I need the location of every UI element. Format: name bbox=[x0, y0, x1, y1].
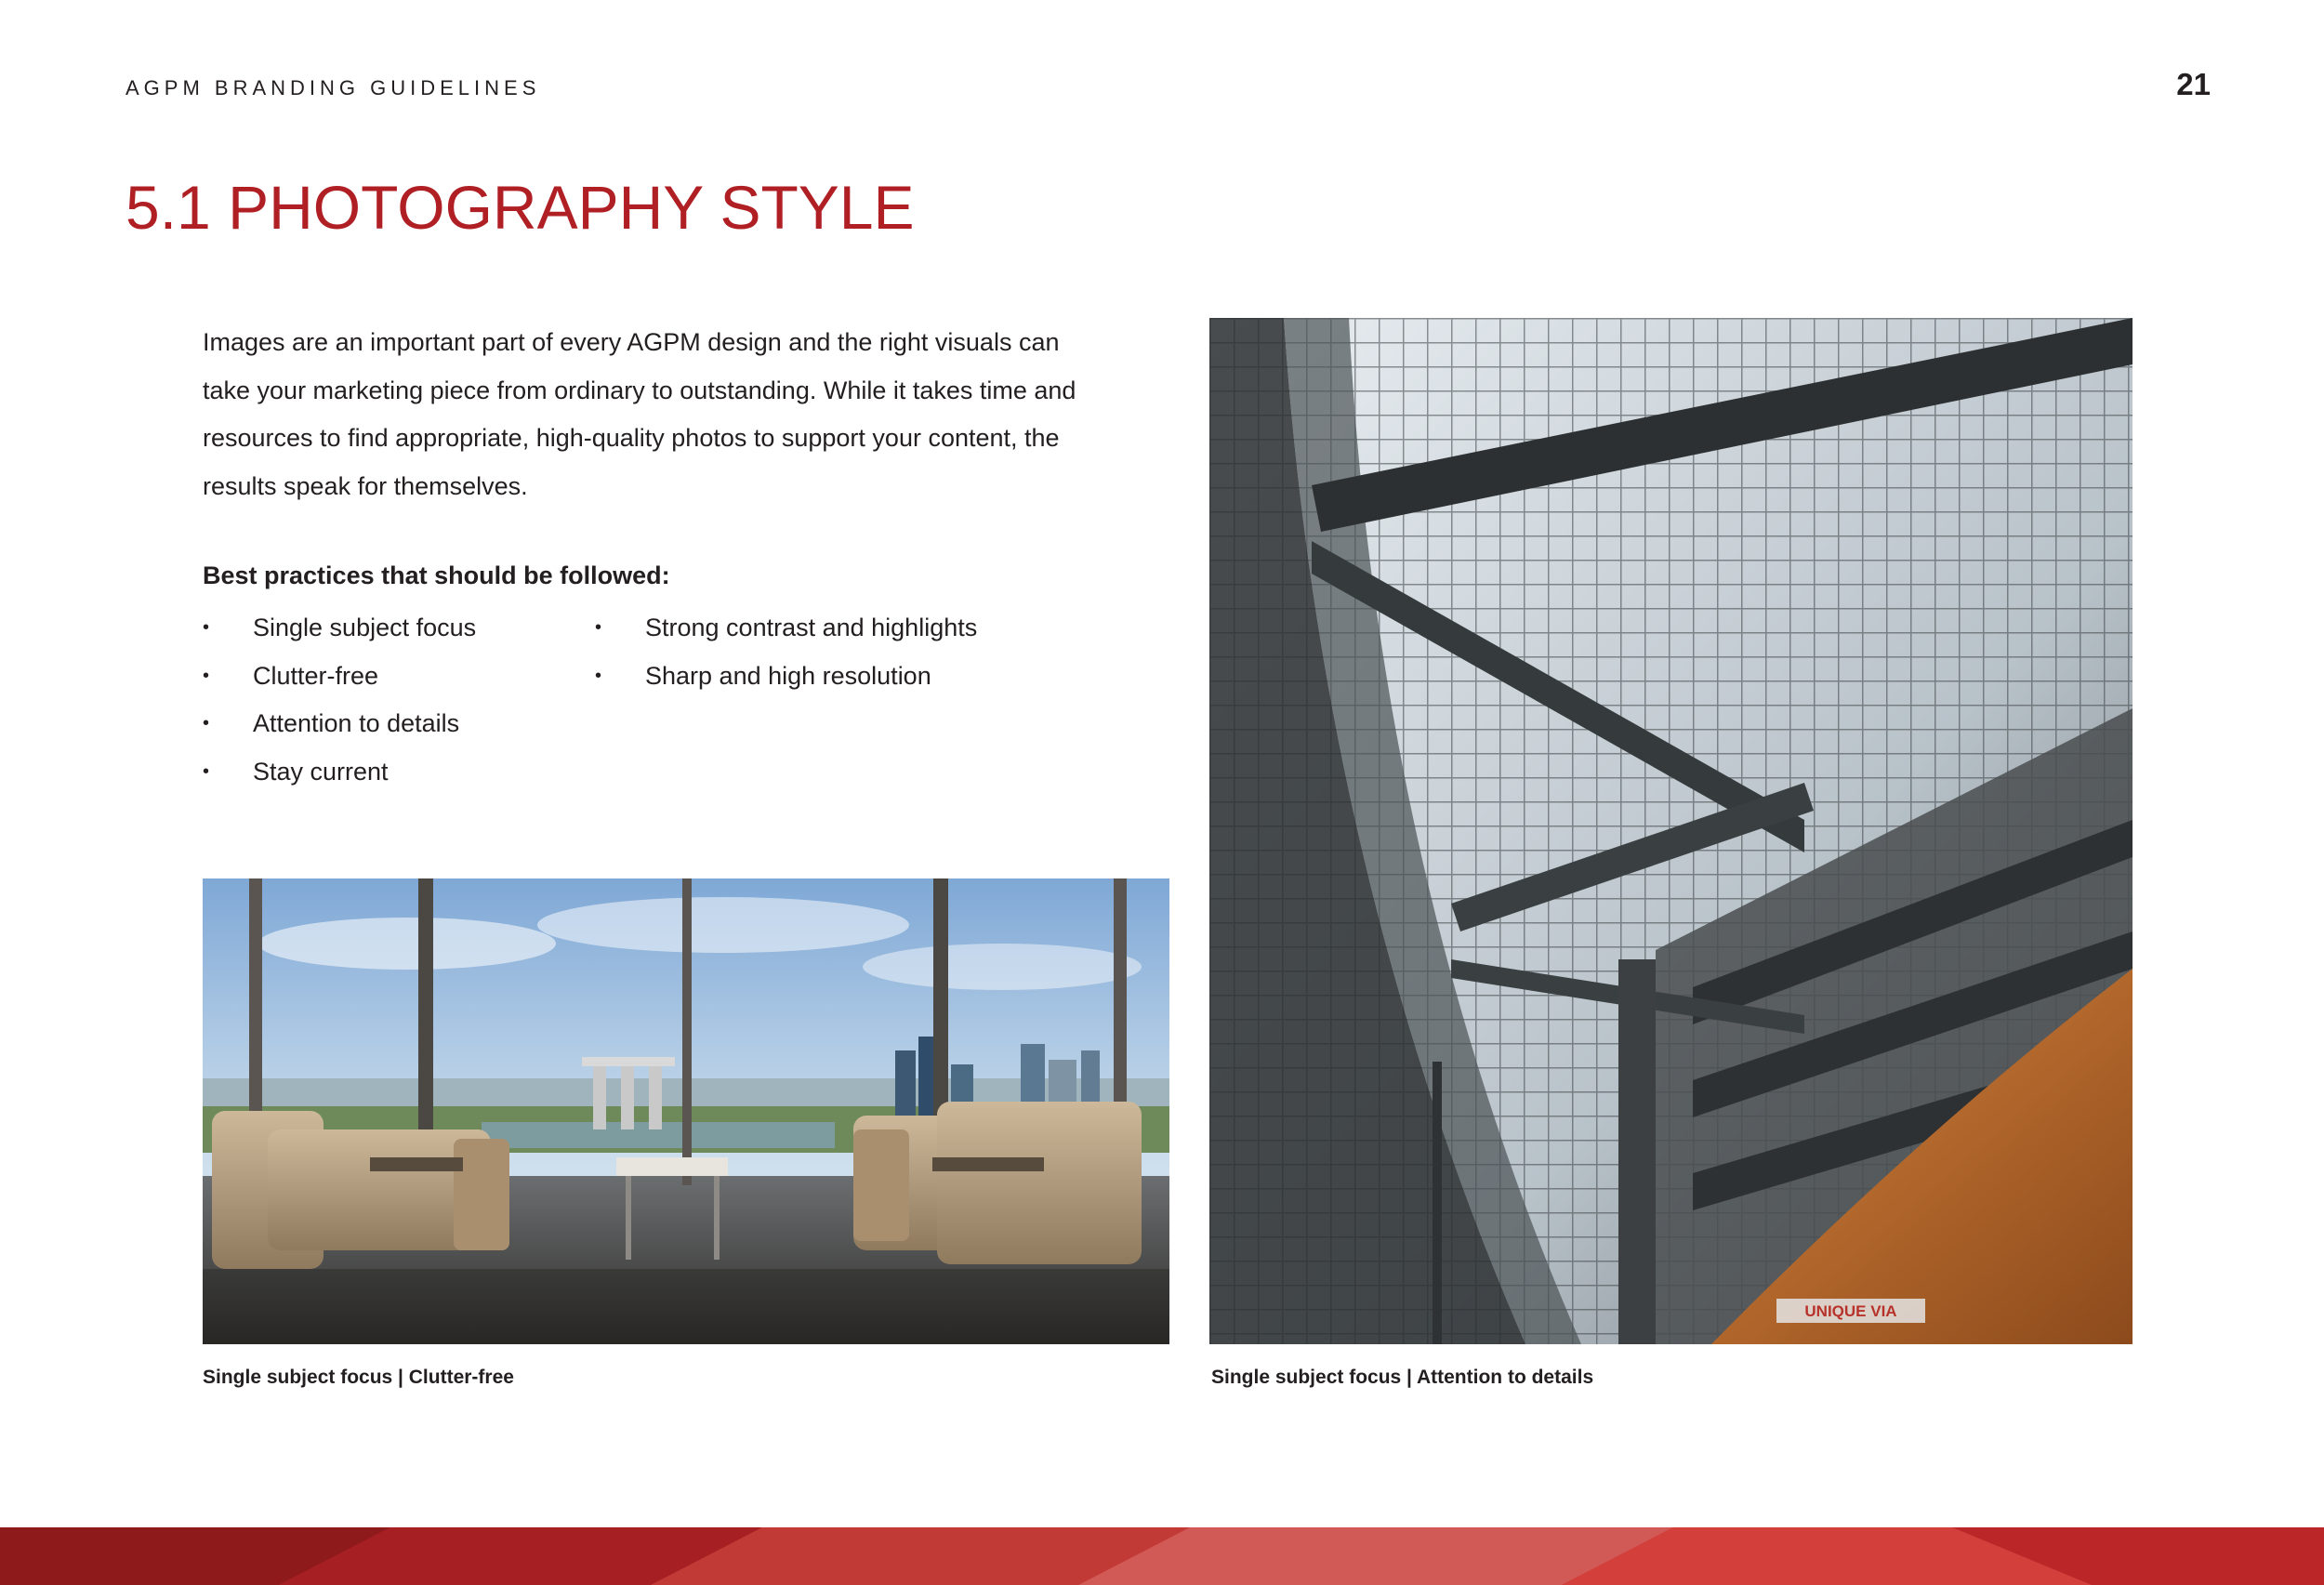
lounge-photo bbox=[203, 878, 1169, 1344]
list-item: • Stay current bbox=[203, 748, 556, 797]
footer-decorative-band bbox=[0, 1527, 2324, 1585]
best-practices-list-right bbox=[595, 604, 1060, 700]
atrium-photo bbox=[1209, 318, 2133, 1344]
list-item: • Single subject focus bbox=[203, 604, 556, 653]
list-item: • Clutter-free bbox=[203, 653, 556, 701]
list-item: • Strong contrast and highlights bbox=[595, 604, 1060, 653]
page-number: 21 bbox=[2176, 67, 2211, 101]
bullet-icon: • bbox=[203, 713, 210, 733]
atrium-photo-caption: Single subject focus | Attention to details bbox=[1211, 1367, 1594, 1388]
intro-paragraph: Images are an important part of every AGPM design and the right visuals can take your marketing piece from ordinary to outstanding. While it takes time and resources to find appropriate, high-quality photos to support your content, the results speak for themselves. bbox=[203, 328, 1076, 500]
bullet-icon: • bbox=[595, 665, 602, 686]
best-practices-list-left bbox=[203, 604, 556, 796]
best-practices-heading: Best practices that should be followed: bbox=[203, 561, 670, 589]
bullet-icon: • bbox=[203, 617, 210, 638]
page-title: 5.1 PHOTOGRAPHY STYLE bbox=[125, 173, 915, 242]
bullet-icon: • bbox=[203, 760, 210, 782]
list-item: • Attention to details bbox=[203, 700, 556, 748]
list-item: • Sharp and high resolution bbox=[595, 653, 1060, 701]
lounge-photo-caption: Single subject focus | Clutter-free bbox=[203, 1367, 514, 1388]
header-brand-label: AGPM BRANDING GUIDELINES bbox=[125, 76, 541, 99]
atrium-sign: UNIQUE VIA bbox=[1804, 1302, 1897, 1320]
bullet-icon: • bbox=[595, 617, 602, 638]
bullet-icon: • bbox=[203, 665, 210, 686]
